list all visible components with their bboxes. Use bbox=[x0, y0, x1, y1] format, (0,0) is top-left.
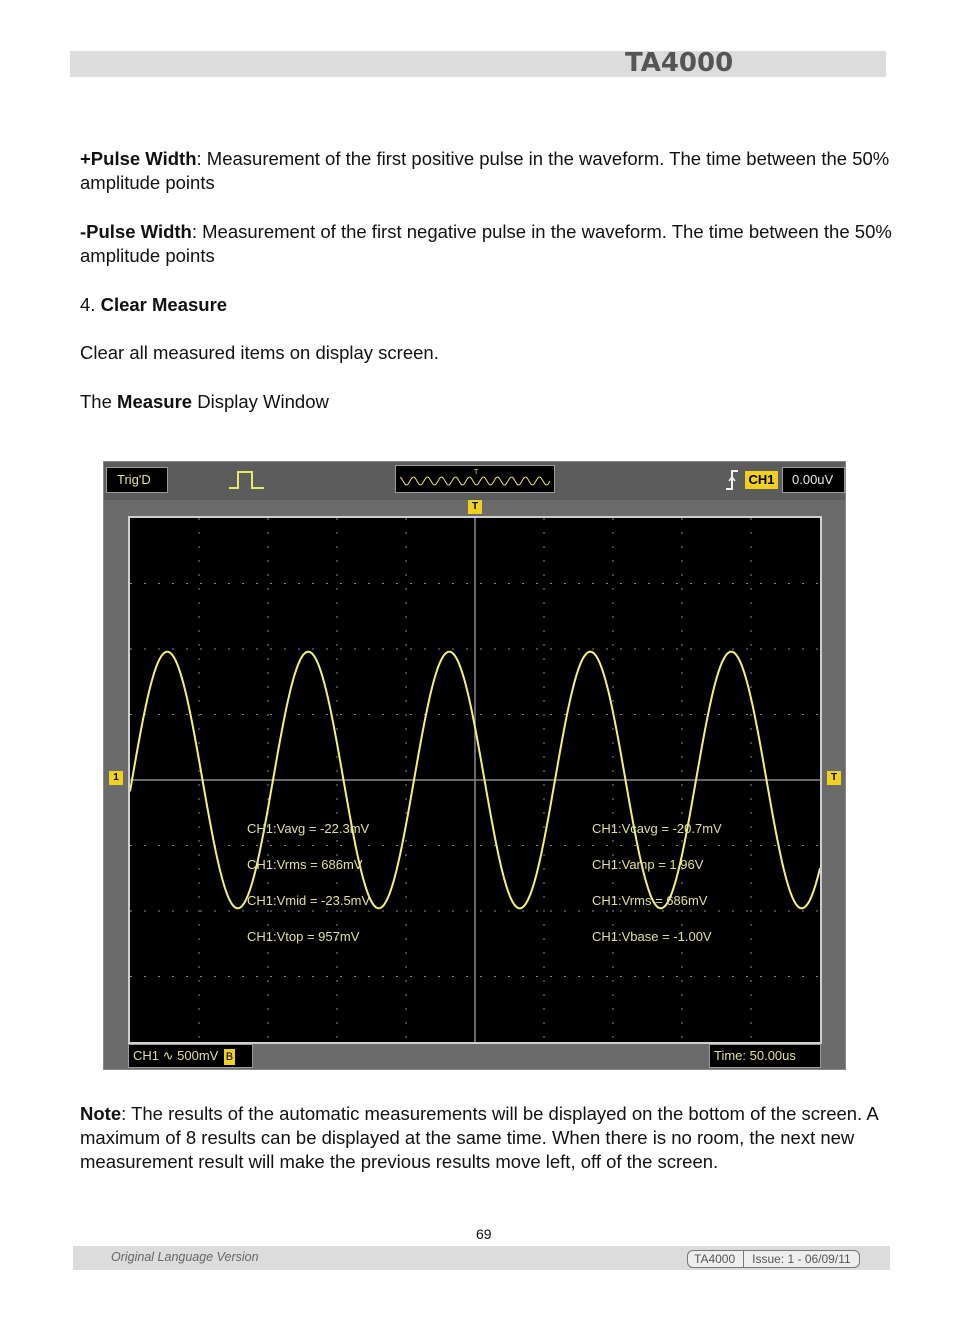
footer-language-version: Original Language Version bbox=[111, 1250, 259, 1264]
caption-post: Display Window bbox=[192, 391, 329, 412]
footer-model: TA4000 bbox=[694, 1252, 736, 1266]
overview-waveform bbox=[396, 466, 554, 492]
header-bar bbox=[70, 51, 886, 77]
clear-term: Clear Measure bbox=[100, 294, 228, 315]
channel-badge: B bbox=[225, 1050, 234, 1063]
measurement-left-2: CH1:Vrms = 686mV bbox=[247, 857, 363, 872]
measurement-right-3: CH1:Vrms = 686mV bbox=[592, 893, 708, 908]
trigger-level: 0.00uV bbox=[792, 472, 834, 487]
note-term: Note bbox=[80, 1103, 122, 1124]
channel-info: CH1 ∿ 500mV bbox=[133, 1048, 219, 1063]
neg-pulse-paragraph bbox=[80, 220, 892, 268]
right-trigger-marker: T bbox=[827, 771, 841, 785]
footer-issue: Issue: 1 - 06/09/11 bbox=[752, 1252, 851, 1266]
trigger-position-marker: T bbox=[468, 500, 482, 514]
clear-number: 4. bbox=[80, 294, 101, 315]
scope-screen bbox=[128, 516, 822, 1044]
measurement-right-4: CH1:Vbase = -1.00V bbox=[592, 929, 712, 944]
caption-pre: The bbox=[80, 391, 118, 412]
oscilloscope-display bbox=[103, 461, 846, 1070]
footer-separator bbox=[743, 1251, 744, 1267]
time-info-box bbox=[709, 1044, 821, 1068]
channel-info-box bbox=[128, 1044, 253, 1068]
scope-plot bbox=[130, 518, 820, 1042]
pos-pulse-term: +Pulse Width bbox=[80, 148, 197, 169]
trig-status: Trig'D bbox=[117, 472, 151, 487]
footer-issue-box bbox=[687, 1250, 860, 1268]
pos-pulse-text: : Measurement of the first positive pulse in the waveform. The time between the 50% amplitude points bbox=[80, 148, 890, 193]
note-text: : The results of the automatic measurements will be displayed on the bottom of the screen. A maximum of 8 results can be displayed at the same time. When there is no room, the next new measurement result will make the previous results move left, off of the screen. bbox=[80, 1103, 878, 1172]
neg-pulse-text: : Measurement of the first negative pulse in the waveform. The time between the 50% amplitude points bbox=[80, 221, 892, 266]
trig-status-box bbox=[106, 467, 168, 493]
pulse-icon bbox=[228, 468, 266, 492]
header-title: TA4000 bbox=[625, 48, 734, 78]
measurement-right-2: CH1:Vamp = 1.96V bbox=[592, 857, 704, 872]
measurement-left-3: CH1:Vmid = -23.5mV bbox=[247, 893, 371, 908]
measurement-right-1: CH1:Vcavg = -20.7mV bbox=[592, 821, 722, 836]
page-number: 69 bbox=[476, 1226, 492, 1242]
overview-trigger-mark: T bbox=[474, 469, 479, 476]
scope-grid bbox=[130, 518, 820, 1042]
rising-edge-icon bbox=[724, 467, 740, 493]
measure-window-caption bbox=[80, 390, 892, 414]
neg-pulse-term: -Pulse Width bbox=[80, 221, 192, 242]
caption-term: Measure bbox=[117, 391, 193, 412]
time-info: Time: 50.00us bbox=[714, 1048, 796, 1063]
measurement-left-1: CH1:Vavg = -22.3mV bbox=[247, 821, 370, 836]
ch1-level-marker: 1 bbox=[109, 771, 123, 785]
note-paragraph bbox=[80, 1102, 900, 1174]
trigger-channel-badge: CH1 bbox=[745, 471, 778, 489]
clear-measure-heading bbox=[80, 293, 892, 317]
pos-pulse-paragraph bbox=[80, 147, 892, 195]
measurement-left-4: CH1:Vtop = 957mV bbox=[247, 929, 360, 944]
trigger-level-box bbox=[782, 467, 845, 493]
waveform-overview bbox=[395, 465, 555, 493]
clear-description: Clear all measured items on display screen. bbox=[80, 342, 439, 363]
